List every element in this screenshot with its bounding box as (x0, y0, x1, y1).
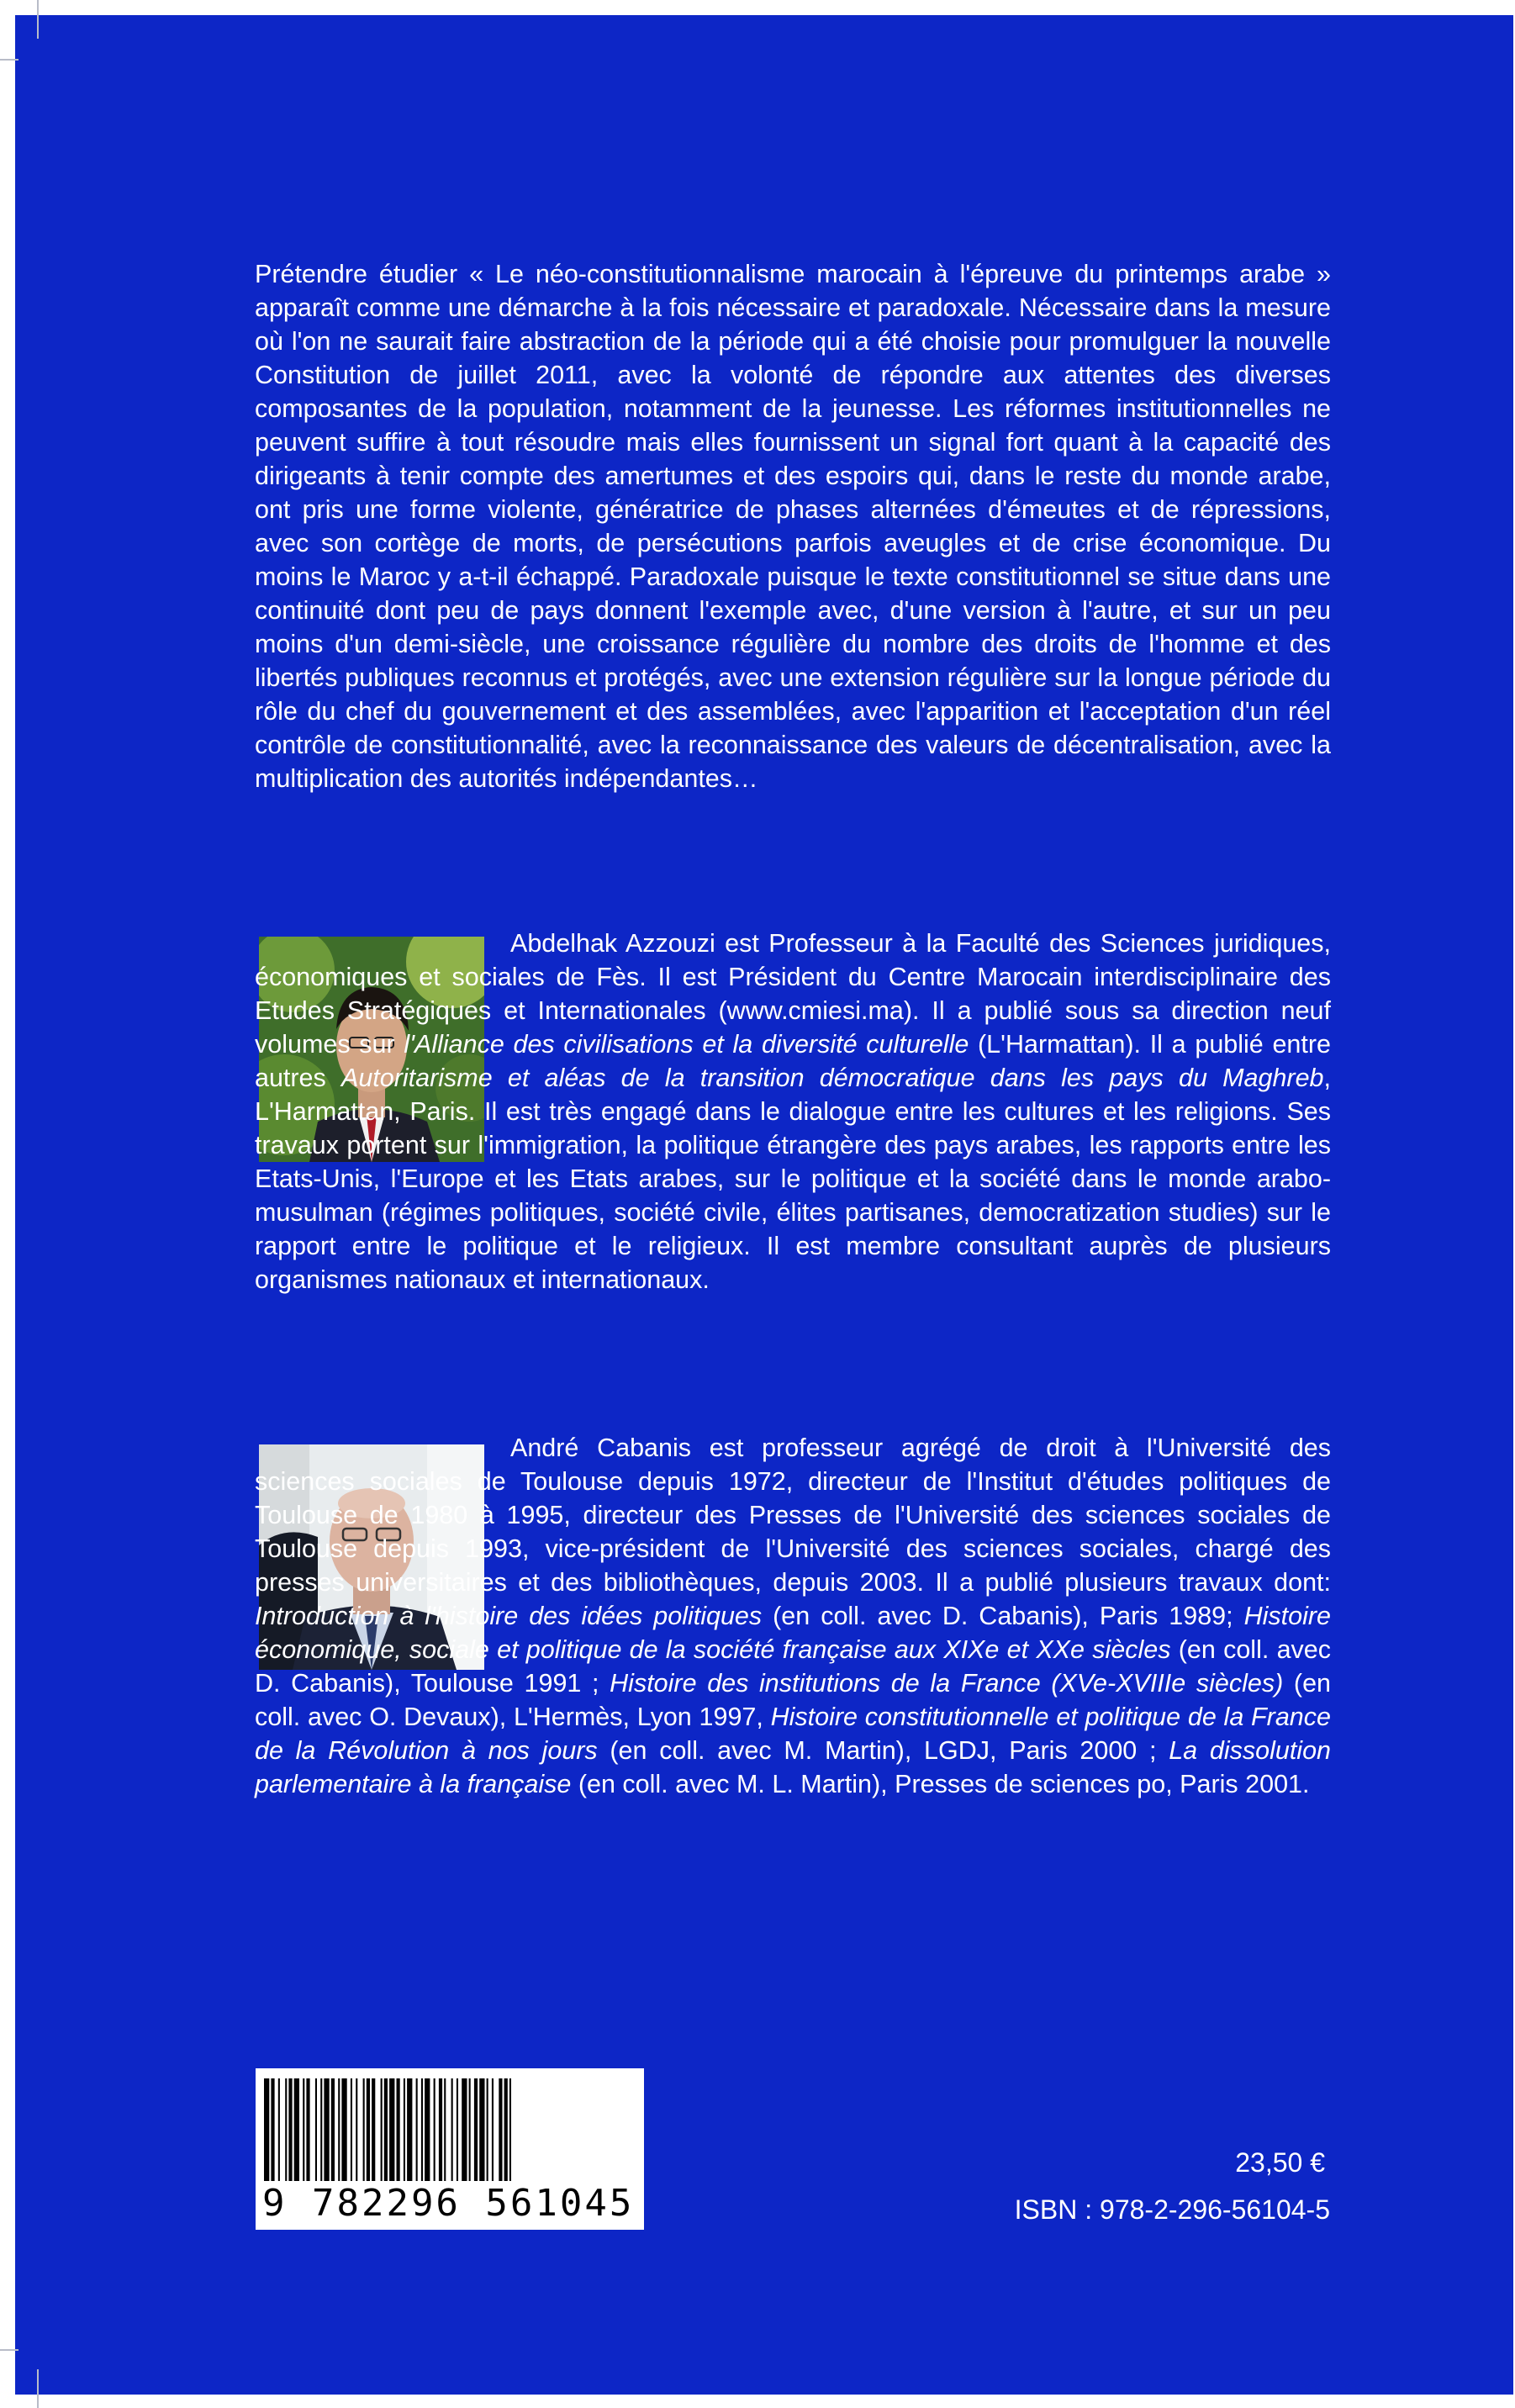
author1-work-1: l'Alliance des civilisations et la diversité culturelle (404, 1030, 969, 1059)
author-bio-azzouzi (255, 927, 1331, 1296)
author1-bio-part-1: Abdelhak Azzouzi est Professeur à la Faculté des Sciences juridiques, économiques et sociales de Fès. Il est Président du Centre Marocain interdisciplinaire des Etudes Stratégiques et Internationales (www.cmiesi.ma). Il a publié sous sa direction neuf volumes sur (255, 929, 1331, 1059)
author2-work-1: Introduction à l'histoire des idées politiques (255, 1602, 763, 1630)
author1-bio-part-3: , L'Harmattan, Paris. Il est très engagé dans le dialogue entre les cultures et les religions. Ses travaux portent sur l'immigration, la politique étrangère des pays arabes, les rapports entre les Etats-Unis, l'Europe et les Etats arabes, sur le politique et la société dans le monde arabo-musulman (régimes politiques, société civile, élites partisanes, democratization studies) sur le rapport entre le politique et le religieux. Il est membre consultant auprès de plusieurs organismes nationaux et internationaux. (255, 1064, 1331, 1294)
isbn: ISBN : 978-2-296-56104-5 (1014, 2194, 1330, 2225)
summary-text: Prétendre étudier « Le néo-constitutionnalisme marocain à l'épreuve du printemps arabe » apparaît comme une démarche à la fois nécessaire et paradoxale. Nécessaire dans la mesure où l'on ne saurait faire abstraction de la période qui a été choisie pour promulguer la nouvelle Constitution de juillet 2011, avec la volonté de répondre aux attentes des diverses composantes de la population, notamment de la jeunesse. Les réformes institutionnelles ne peuvent suffire à tout résoudre mais elles fournissent un signal fort quant à la capacité des dirigeants à tenir compte des amertumes et des espoirs qui, dans le reste du monde arabe, ont pris une forme violente, génératrice de phases alternées d'émeutes et de répressions, avec son cortège de morts, de persécutions parfois aveugles et de crise économique. Du moins le Maroc y a-t-il échappé. Paradoxale puisque le texte constitutionnel se situe dans une continuité dont peu de pays donnent l'exemple avec, d'une version à l'autre, et sur un peu moins d'un demi-siècle, une croissance régulière du nombre des droits de l'homme et des libertés publiques reconnus et protégés, avec une extension régulière sur la longue période du rôle du chef du gouvernement et des assemblées, avec l'apparition et l'acceptation d'un réel contrôle de constitutionnalité, avec la reconnaissance des valeurs de décentralisation, avec la multiplication des autorités indépendantes… (255, 260, 1331, 793)
author2-bio-part-4: (en coll. avec O. Devaux), L'Hermès, Lyon 1997, (255, 1669, 1331, 1731)
author1-work-2: Autoritarisme et aléas de la transition démocratique dans les pays du Maghreb (341, 1064, 1324, 1092)
crop-mark-left-bottom (0, 2349, 18, 2351)
barcode (256, 2068, 644, 2230)
author2-bio-part-6: (en coll. avec M. L. Martin), Presses de sciences po, Paris 2001. (571, 1770, 1310, 1798)
barcode-digits: 9 782296 561045 (262, 2182, 635, 2225)
author2-work-5: La dissolution parlementaire à la française (255, 1736, 1331, 1798)
author-bio-cabanis (255, 1431, 1331, 1801)
crop-mark-left-top (0, 59, 18, 61)
author2-bio-part-2: (en coll. avec D. Cabanis), Paris 1989; (762, 1602, 1244, 1630)
author2-work-2: Histoire économique, sociale et politique de la société française aux XIXe et XXe siècles (255, 1602, 1331, 1664)
crop-mark-bottom-left (37, 2369, 39, 2408)
crop-mark-top-left (37, 0, 39, 39)
author2-bio-part-3: (en coll. avec D. Cabanis), Toulouse 1991 ; (255, 1635, 1332, 1698)
author2-work-4: Histoire constitutionnelle et politique de la France de la Révolution à nos jours (255, 1703, 1331, 1765)
author2-bio-part-5: (en coll. avec M. Martin), LGDJ, Paris 2000 ; (597, 1736, 1169, 1765)
author1-bio-part-2: (L'Harmattan). Il a publié entre autres (255, 1030, 1331, 1092)
price: 23,50 € (1235, 2147, 1325, 2178)
barcode-bars (264, 2078, 636, 2181)
author2-work-3: Histoire des institutions de la France (XVe-XVIIIe siècles) (610, 1669, 1284, 1698)
author2-bio-part-1: André Cabanis est professeur agrégé de droit à l'Université des sciences sociales de Toulouse depuis 1972, directeur de l'Institut d'études politiques de Toulouse de 1980 à 1995, directeur des Presses de l'Université des sciences sociales de Toulouse depuis 1993, vice-président de l'Université des sciences sociales, chargé des presses universitaires et des bibliothèques, depuis 2003. Il a publié plusieurs travaux dont: (255, 1434, 1331, 1597)
